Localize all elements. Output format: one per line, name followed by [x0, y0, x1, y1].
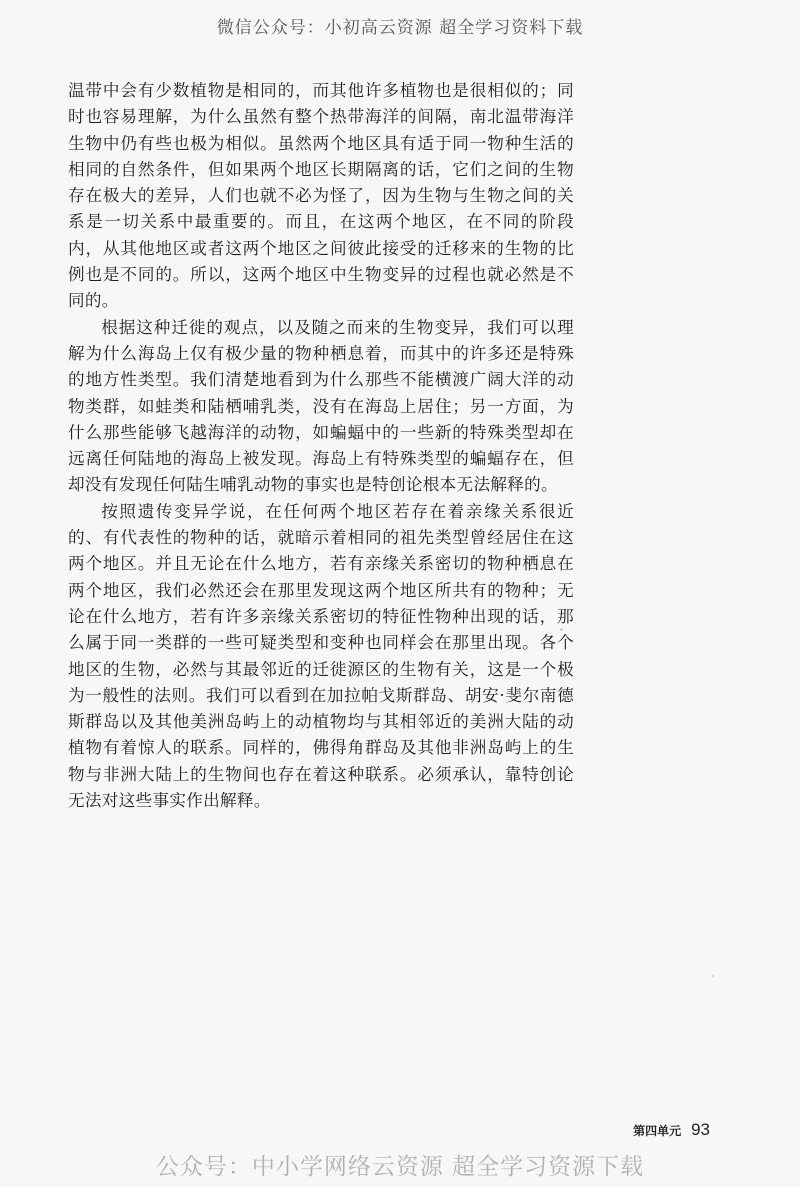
page-footer [633, 1120, 710, 1140]
paragraph-1: 温带中会有少数植物是相同的，而其他许多植物也是很相似的；同时也容易理解，为什么虽然有整个热带海洋的间隔，南北温带海洋生物中仍有些也极为相似。虽然两个地区具有适于同一物种生活的相同的自然条件，但如果两个地区长期隔离的话，它们之间的生物存在极大的差异，人们也就不必为怪了，因为生物与生物之间的关系是一切关系中最重要的。而且，在这两个地区，在不同的阶段内，从其他地区或者这两个地区之间彼此接受的迁移来的生物的比例也是不同的。所以，这两个地区中生物变异的过程也就必然是不同的。 [68, 81, 574, 311]
header-watermark: 微信公众号：小初高云资源 超全学习资料下载 [216, 18, 584, 38]
page-number: 93 [691, 1120, 710, 1139]
main-text [68, 78, 574, 814]
scan-speck [560, 628, 563, 631]
paragraph-3: 按照遗传变异学说，在任何两个地区若存在着亲缘关系很近的、有代表性的物种的话，就暗示着相同的祖先类型曾经居住在这两个地区。并且无论在什么地方，若有亲缘关系密切的物种栖息在两个地区，我们必然还会在那里发现这两个地区所共有的物种；无论在什么地方，若有许多亲缘关系密切的特征性物种出现的话，那么属于同一类群的一些可疑类型和变种也同样会在那里出现。各个地区的生物，必然与其最邻近的迁徙源区的生物有关，这是一个极为一般性的法则。我们可以看到在加拉帕戈斯群岛、胡安·斐尔南德斯群岛以及其他美洲岛屿上的动植物均与其相邻近的美洲大陆的动植物有着惊人的联系。同样的，佛得角群岛及其他非洲岛屿上的生物与非洲大陆上的生物间也存在着这种联系。必须承认，靠特创论无法对这些事实作出解释。 [68, 501, 574, 811]
paragraph-2: 根据这种迁徙的观点，以及随之而来的生物变异，我们可以理解为什么海岛上仅有极少量的物种栖息着，而其中的许多还是特殊的地方性类型。我们清楚地看到为什么那些不能横渡广阔大洋的动物类群，如蛙类和陆栖哺乳类，没有在海岛上居住；另一方面，为什么那些能够飞越海洋的动物，如蝙蝠中的一些新的特殊类型却在远离任何陆地的海岛上被发现。海岛上有特殊类型的蝙蝠存在，但却没有发现任何陆生哺乳动物的事实也是特创论根本无法解释的。 [68, 317, 574, 495]
scan-speck [712, 975, 714, 977]
footer-watermark: 公众号：中小学网络云资源 超全学习资源下载 [155, 1154, 645, 1180]
unit-label: 第四单元 [633, 1124, 682, 1138]
